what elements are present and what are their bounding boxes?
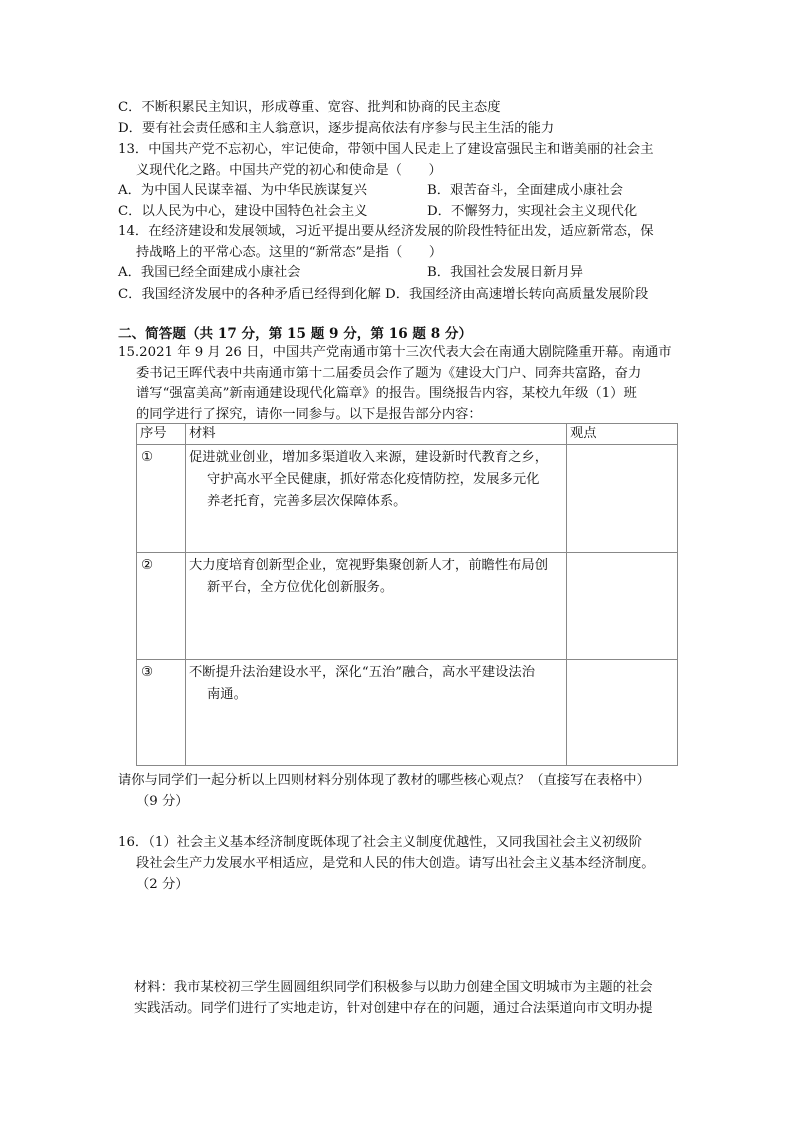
q15-stem-line2: 委书记王晖代表中共南通市第十二届委员会作了题为《建设大门户、同奔共富路，奋力 (136, 366, 642, 381)
q15-stem-line3: 谱写“强富美高”新南通建设现代化篇章》的报告。围绕报告内容，某校九年级（1）班 (136, 386, 637, 401)
material-continued-line: 养老托育，完善多层次保障体系。 (207, 494, 407, 509)
table-row (137, 660, 678, 766)
q13-option-c: C．以人民为中心，建设中国特色社会主义 (118, 204, 368, 219)
q12-option-c: C．不断积累民主知识，形成尊重、宽容、批判和协商的民主态度 (118, 100, 501, 115)
q13-option-d: D．不懈努力，实现社会主义现代化 (427, 204, 638, 219)
material-first-line: 不断提升法治建设水平，深化“五治”融合，高水平建设法治 (189, 665, 536, 680)
row-material (186, 660, 567, 766)
header-number: 序号 (137, 424, 186, 445)
q15-stem-line1: 15.2021 年 9 月 26 日，中国共产党南通市第十三次代表大会在南通大剧院隆重开幕。南通市 (118, 345, 672, 360)
header-material: 材料 (186, 424, 567, 445)
table-row (137, 553, 678, 660)
material-continued-line: 新平台，全方位优化创新服务。 (207, 580, 394, 595)
q14-option-cd: C．我国经济发展中的各种矛盾已经得到化解 D．我国经济由高速增长转向高质量发展阶段 (118, 287, 649, 302)
row-material (186, 553, 567, 660)
answer-table (136, 423, 678, 766)
row-number: ② (137, 553, 186, 660)
row-material (186, 445, 567, 553)
q15-instruction-line1: 请你与同学们一起分析以上四则材料分别体现了教材的哪些核心观点？（直接写在表格中） (118, 773, 650, 788)
q15-instruction-line2: （9 分） (136, 794, 189, 809)
table-header-row (137, 424, 678, 445)
q13-option-b: B．艰苦奋斗，全面建成小康社会 (427, 183, 623, 198)
row-number: ① (137, 445, 186, 553)
table-row (137, 445, 678, 553)
q12-option-d: D．要有社会责任感和主人翁意识，逐步提高依法有序参与民主生活的能力 (118, 121, 555, 136)
header-viewpoint: 观点 (567, 424, 678, 445)
row-number: ③ (137, 660, 186, 766)
q14-option-b: B．我国社会发展日新月异 (427, 265, 584, 280)
q16-stem-line1: 16．（1）社会主义基本经济制度既体现了社会主义制度优越性，又同我国社会主义初级阶 (118, 835, 643, 850)
q15-stem-line4: 的同学进行了探究，请你一同参与。以下是报告部分内容： (136, 407, 482, 422)
material-first-line: 大力度培育创新型企业，宽视野集聚创新人才，前瞻性布局创 (189, 558, 549, 573)
viewpoint-answer-cell[interactable] (567, 553, 678, 660)
material-first-line: 促进就业创业，增加多渠道收入来源，建设新时代教育之乡， (189, 450, 549, 465)
q16-material-line2: 实践活动。同学们进行了实地走访，针对创建中存在的问题，通过合法渠道向市文明办提 (134, 1001, 653, 1016)
viewpoint-answer-cell[interactable] (567, 660, 678, 766)
q14-stem-line2: 持战略上的平常心态。这里的“新常态”是指（ ） (136, 245, 443, 260)
q16-stem-line2: 段社会生产力发展水平相适应，是党和人民的伟大创造。请写出社会主义基本经济制度。 (136, 856, 655, 871)
material-continued-line: 守护高水平全民健康，抓好常态化疫情防控，发展多元化 (207, 472, 540, 487)
q13-stem-line2: 义现代化之路。中国共产党的初心和使命是（ ） (136, 163, 442, 178)
q13-stem-line1: 13．中国共产党不忘初心，牢记使命，带领中国人民走上了建设富强民主和谐美丽的社会主 (118, 142, 654, 157)
q14-option-a: A．我国已经全面建成小康社会 (118, 265, 301, 280)
q16-stem-line3: （2 分） (136, 877, 189, 892)
viewpoint-answer-cell[interactable] (567, 445, 678, 553)
q13-option-a: A．为中国人民谋幸福、为中华民族谋复兴 (118, 183, 367, 198)
section-title: 二、简答题（共 17 分，第 15 题 9 分，第 16 题 8 分） (118, 326, 473, 342)
q14-stem-line1: 14．在经济建设和发展领域，习近平提出要从经济发展的阶段性特征出发，适应新常态，保 (118, 224, 654, 239)
q16-material-line1: 材料：我市某校初三学生圆圆组织同学们积极参与以助力创建全国文明城市为主题的社会 (134, 980, 653, 995)
material-continued-line: 南通。 (207, 687, 247, 702)
